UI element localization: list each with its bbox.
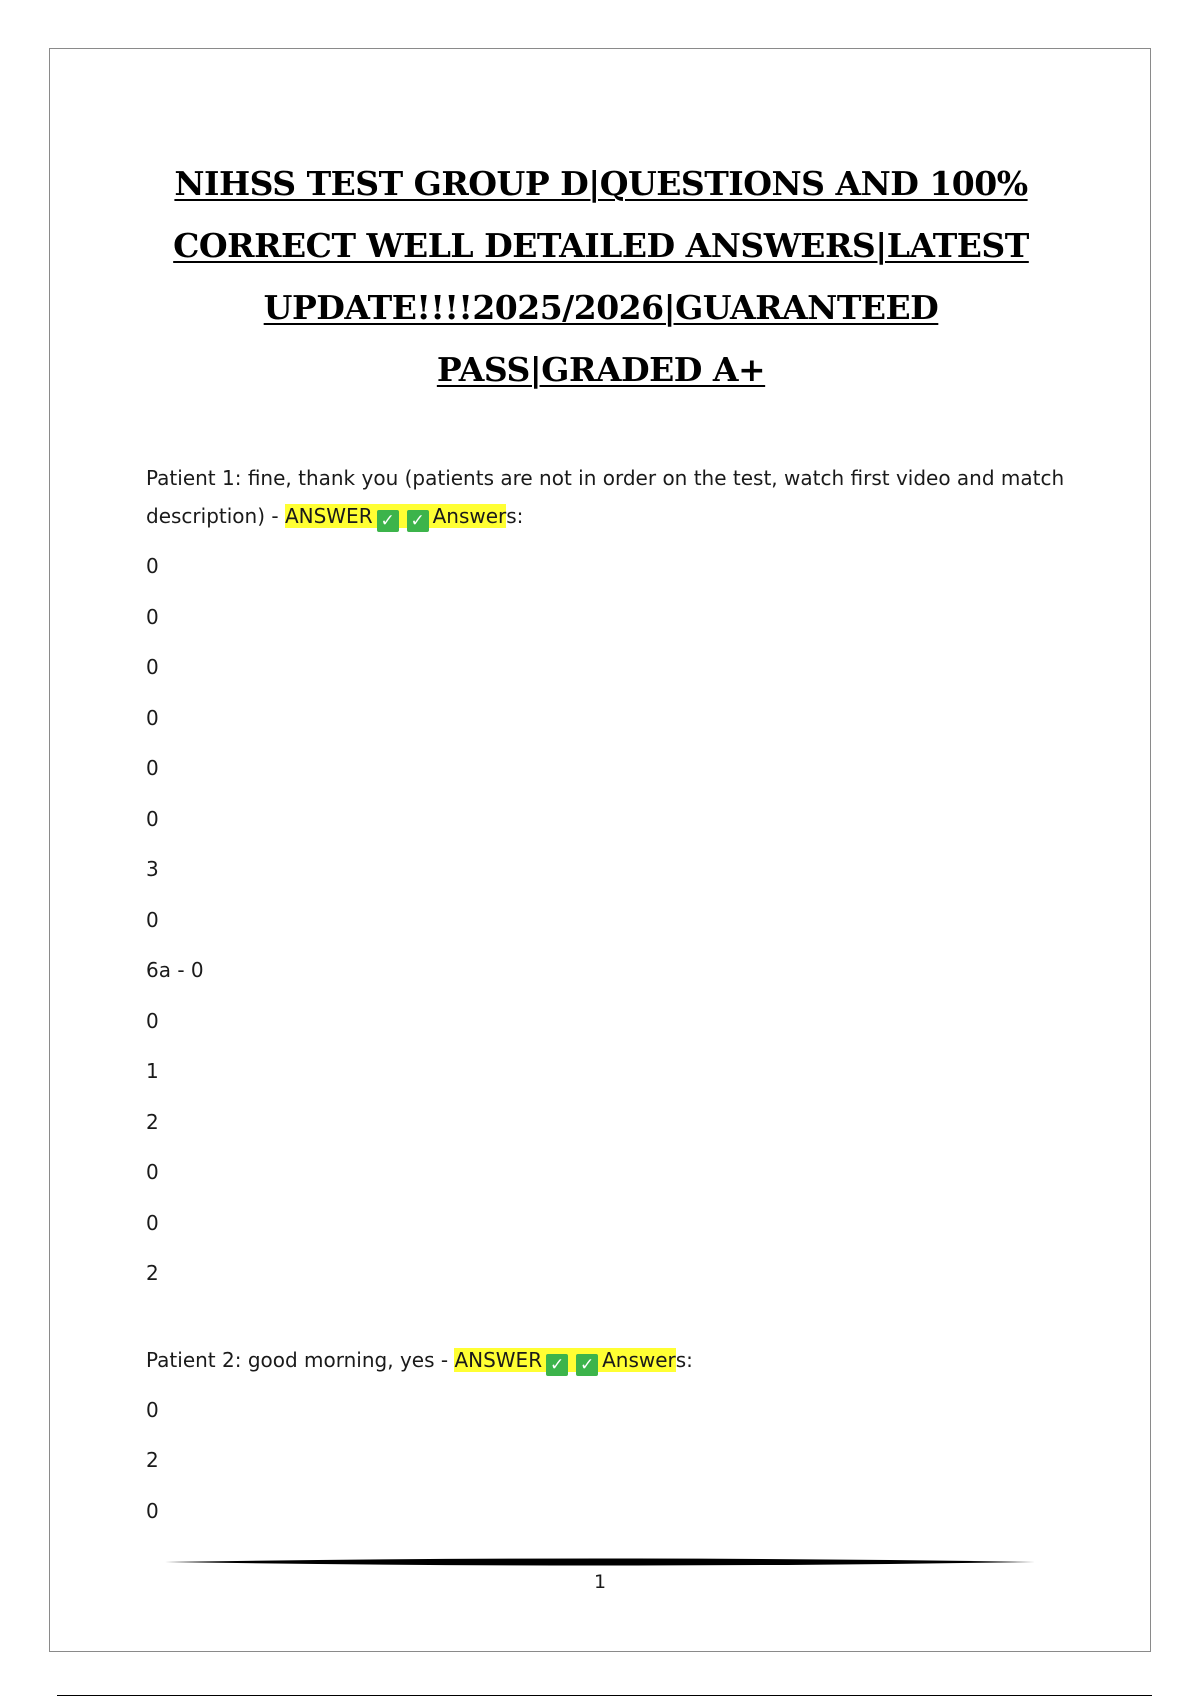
question-text: Patient 2: good morning, yes - — [146, 1347, 455, 1372]
patient-entry-1 — [146, 459, 1066, 1299]
answer-value: 2 — [146, 1261, 159, 1285]
patient-entry-2 — [146, 1341, 1066, 1537]
answer-value: 0 — [146, 554, 159, 578]
answer-highlight — [284, 504, 507, 531]
question-text: Patient 1: fine, thank you (patients are not in order on the test, watch first video and match description) - — [146, 466, 1065, 528]
answer-value: 0 — [146, 806, 159, 831]
question-paragraph — [146, 459, 1066, 535]
answers-label: Answer — [602, 1347, 676, 1372]
answers-label: Answer — [432, 504, 507, 528]
answer-value: 0 — [146, 604, 159, 629]
answer-label: ANSWER — [454, 1347, 543, 1372]
checkmark-icon: ✓ — [377, 510, 399, 532]
answer-label: ANSWER — [284, 504, 373, 528]
document-title-text: NIHSS TEST GROUP D|QUESTIONS AND 100% CORRECT WELL DETAILED ANSWERS|LATEST UPDATE!!!!2025/2026|GUARANTEED PASS|GRADED A+ — [173, 164, 1029, 389]
answer-value: 0 — [146, 1008, 159, 1033]
answer-highlight — [454, 1347, 676, 1375]
checkmark-icon: ✓ — [407, 510, 429, 532]
checkmark-icon: ✓ — [576, 1354, 598, 1376]
checkmark-icon: ✓ — [546, 1354, 568, 1376]
answer-value: 0 — [146, 756, 159, 780]
answers-label-tail: s: — [675, 1347, 693, 1372]
answer-list — [146, 541, 1066, 1299]
page-bottom-rule — [57, 1695, 1152, 1696]
answer-value: 0 — [146, 655, 159, 679]
answer-value: 1 — [146, 1059, 159, 1083]
answer-value: 0 — [146, 907, 159, 932]
answer-list — [146, 1385, 1066, 1537]
answers-label-tail: s: — [506, 504, 524, 528]
answer-value: 0 — [146, 705, 159, 730]
answer-value: 6a - 0 — [146, 958, 204, 982]
question-paragraph — [146, 1341, 1066, 1379]
answer-value: 2 — [146, 1448, 159, 1472]
document-body — [146, 459, 1066, 1536]
answer-value: 0 — [146, 1210, 159, 1235]
answer-value: 0 — [146, 1397, 159, 1422]
document-page — [49, 48, 1151, 1652]
document-title — [150, 153, 1052, 401]
page-number: 1 — [593, 1571, 607, 1593]
footer-divider — [165, 1558, 1035, 1566]
answer-value: 3 — [146, 857, 159, 881]
answer-value: 0 — [146, 1498, 159, 1523]
answer-value: 2 — [146, 1109, 159, 1134]
answer-value: 0 — [146, 1160, 159, 1184]
